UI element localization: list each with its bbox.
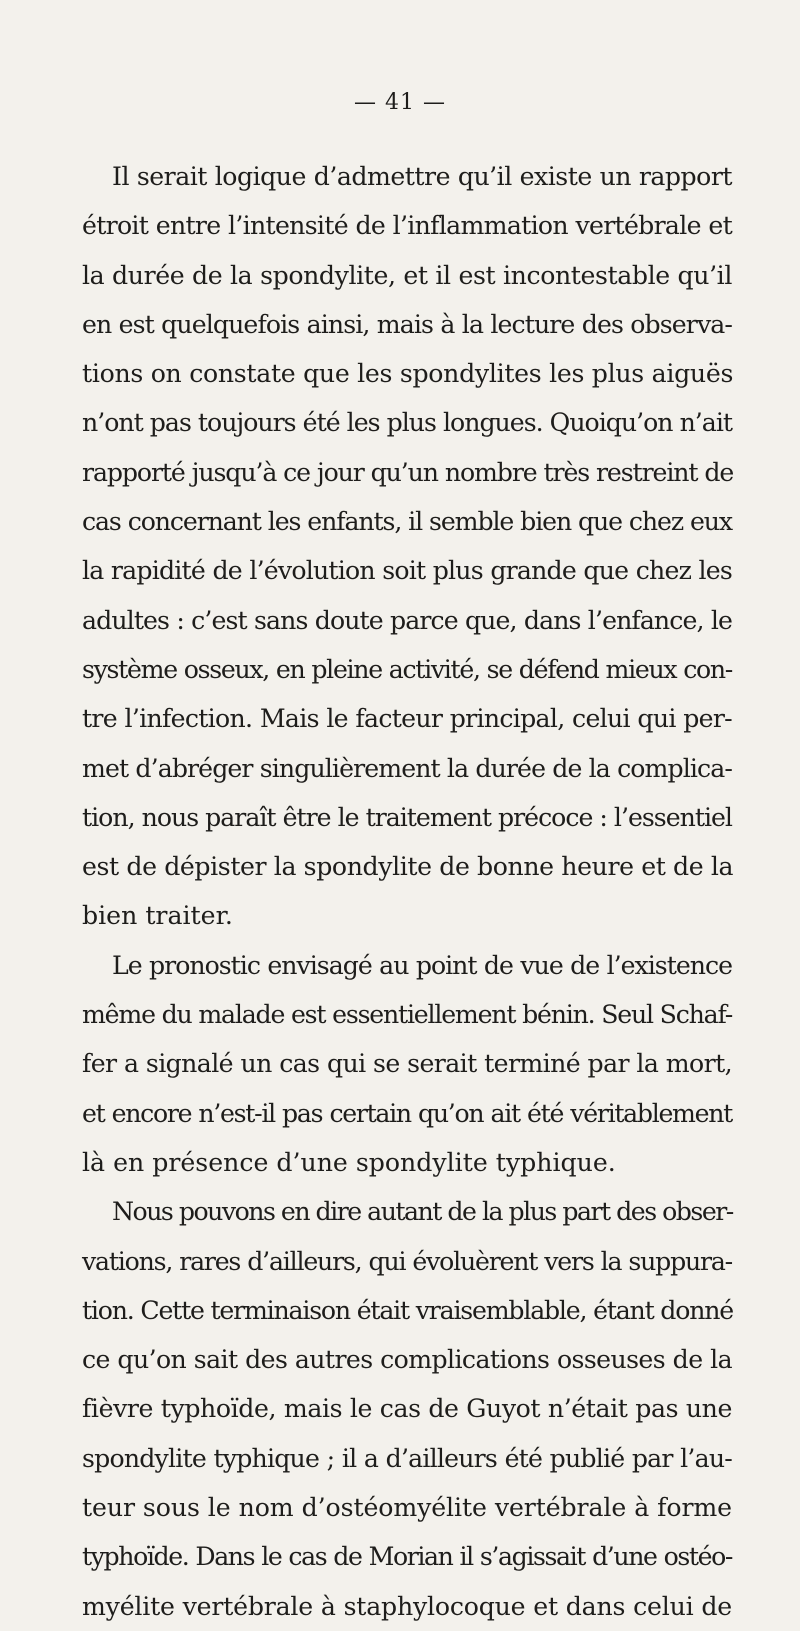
paragraph-1-line: adultes : c’est sans doute parce que, dans l’enfance, le <box>82 605 732 635</box>
paragraph-3-line: tion. Cette terminaison était vraisemblable, étant donné <box>82 1295 733 1325</box>
paragraph-1-line: la durée de la spondylite, et il est incontestable qu’il <box>82 260 732 290</box>
paragraph-1-line: système osseux, en pleine activité, se défend mieux con- <box>82 654 732 684</box>
paragraph-3-line: ce qu’on sait des autres complications osseuses de la <box>82 1345 732 1375</box>
page-number: — 41 — <box>354 90 446 115</box>
paragraph-1-line: Il serait logique d’admettre qu’il existe un rapport <box>112 162 732 191</box>
paragraph-1-line: met d’abréger singulièrement la durée de la complica- <box>82 753 732 783</box>
paragraph-1-line: tions on constate que les spondylites les plus aiguës <box>82 359 734 389</box>
paragraph-1-line: tion, nous paraît être le traitement précoce : l’essentiel <box>82 802 732 832</box>
body-text <box>82 152 732 1631</box>
paragraph-2-line: et encore n’est-il pas certain qu’on ait été véritablement <box>82 1098 732 1128</box>
paragraph-2-line: Le pronostic envisagé au point de vue de l’existence <box>112 950 732 980</box>
paragraph-3-line: fièvre typhoïde, mais le cas de Guyot n’était pas une <box>82 1394 732 1424</box>
paragraph-1-line: la rapidité de l’évolution soit plus grande que chez les <box>82 556 732 586</box>
paragraph-2-line: même du malade est essentiellement bénin. Seul Schaf- <box>82 1000 732 1030</box>
paragraph-1-line: étroit entre l’intensité de l’inflammation vertébrale et <box>82 211 732 241</box>
paragraph-3-line: Nous pouvons en dire autant de la plus part des obser- <box>112 1197 733 1227</box>
paragraph-2-line: là en présence d’une spondylite typhique. <box>82 1147 616 1177</box>
paragraph-1-line: n’ont pas toujours été les plus longues. Quoiqu’on n’ait <box>82 408 732 438</box>
paragraph-1-line: est de dépister la spondylite de bonne heure et de la <box>82 852 734 882</box>
paragraph-3-line: teur sous le nom d’ostéomyélite vertébrale à forme <box>82 1493 732 1523</box>
paragraph-3-line: myélite vertébrale à staphylocoque et dans celui de <box>82 1591 732 1621</box>
paragraph-1-line: cas concernant les enfants, il semble bien que chez eux <box>82 507 732 537</box>
paragraph-3-line: vations, rares d’ailleurs, qui évoluèrent vers la suppura- <box>82 1246 732 1276</box>
paragraph-3-line: typhoïde. Dans le cas de Morian il s’agissait d’une ostéo- <box>82 1542 732 1572</box>
paragraph-1-line: bien traiter. <box>82 901 233 931</box>
paragraph-3-line: spondylite typhique ; il a d’ailleurs été publié par l’au- <box>82 1443 732 1473</box>
paragraph-1-line: rapporté jusqu’à ce jour qu’un nombre très restreint de <box>82 457 734 487</box>
paragraph-1-line: en est quelquefois ainsi, mais à la lecture des observa- <box>82 309 732 339</box>
paragraph-1-line: tre l’infection. Mais le facteur principal, celui qui per- <box>82 704 732 734</box>
paragraph-2-line: fer a signalé un cas qui se serait terminé par la mort, <box>82 1049 732 1079</box>
